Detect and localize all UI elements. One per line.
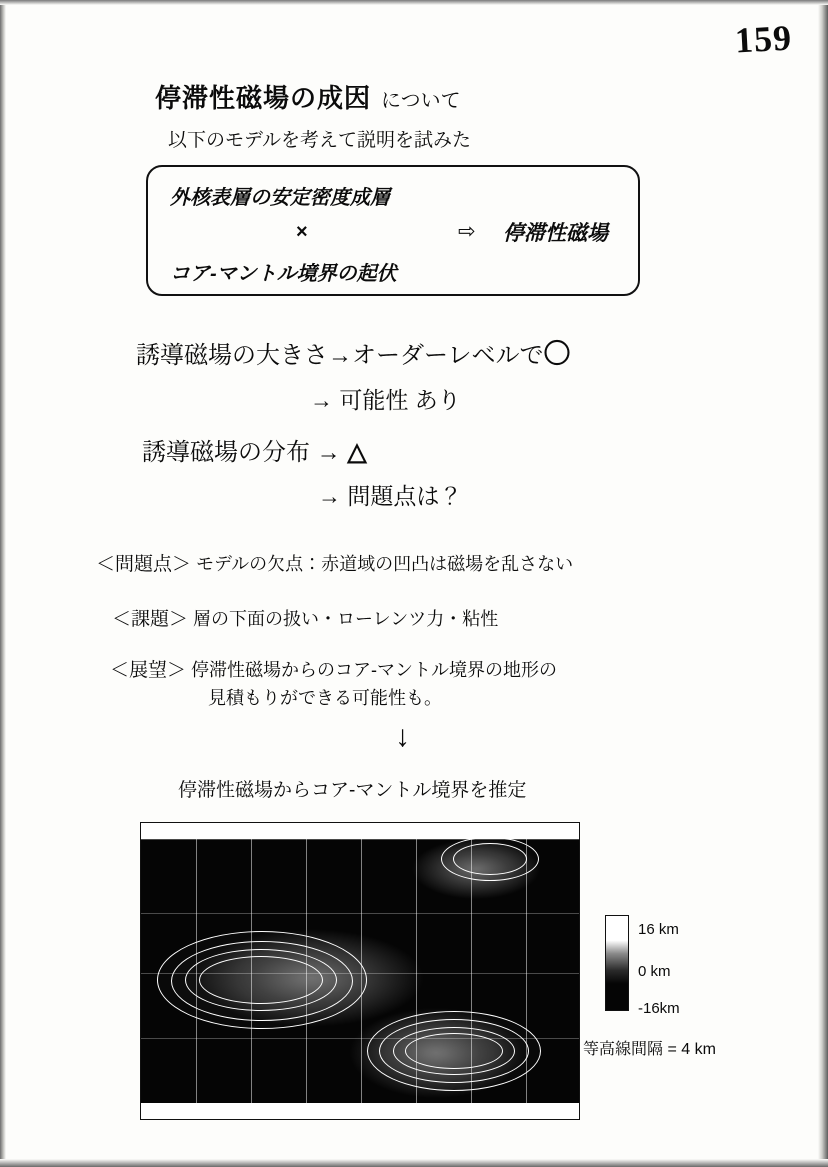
statement-distribution-question: → 問題点は？ xyxy=(318,483,463,509)
colorbar xyxy=(605,915,629,1011)
statement-distribution-text: 誘導磁場の分布 → xyxy=(142,439,348,466)
note-problems xyxy=(96,549,573,576)
note-problems-label: ＜問題点＞ xyxy=(96,554,192,575)
page-title-main: 停滞性磁場の成因 xyxy=(155,83,372,113)
note-tasks-text: 層の下面の扱い・ローレンツ力・粘性 xyxy=(193,609,499,629)
page-number: 159 xyxy=(733,17,794,61)
colorbar-caption: 等高線間隔 = 4 km xyxy=(583,1041,716,1058)
scan-edge-left xyxy=(0,0,6,1167)
down-arrow-icon: ↓ xyxy=(395,720,410,753)
model-condition-1: 外核表層の安定密度成層 xyxy=(170,187,390,209)
triangle-mark-icon-alt: △ xyxy=(347,438,367,466)
note-tasks-label: ＜課題＞ xyxy=(112,609,189,630)
map-grid xyxy=(141,823,579,1119)
circle-mark-icon: 〇 xyxy=(543,339,571,369)
statement-distribution xyxy=(142,432,367,467)
note-tasks xyxy=(112,604,498,631)
colorbar-label-min: -16km xyxy=(638,1000,680,1017)
model-result: 停滞性磁場 xyxy=(503,222,608,245)
note-outlook-line2: 見積もりができる可能性も。 xyxy=(208,688,442,708)
note-problems-text: モデルの欠点：赤道域の凹凸は磁場を乱さない xyxy=(196,554,574,574)
topography-map-figure xyxy=(140,822,580,1120)
note-outlook-text: 停滞性磁場からのコア-マントル境界の地形の xyxy=(191,660,558,680)
scan-edge-top xyxy=(0,0,828,5)
page-title xyxy=(155,78,461,115)
statement-magnitude-conclusion: → 可能性 あり xyxy=(310,387,461,413)
model-condition-2: コア-マントル境界の起伏 xyxy=(170,263,397,285)
note-outlook xyxy=(110,655,557,682)
model-box xyxy=(146,165,640,296)
statement-magnitude xyxy=(136,332,571,371)
page-subtitle: 以下のモデルを考えて説明を試みた xyxy=(168,130,472,151)
note-outlook-label: ＜展望＞ xyxy=(110,660,187,681)
page-title-suffix: について xyxy=(381,90,461,112)
scan-edge-right xyxy=(818,0,828,1167)
colorbar-label-mid: 0 km xyxy=(638,963,671,980)
model-operator: × xyxy=(296,221,308,243)
figure-caption: 停滞性磁場からコア-マントル境界を推定 xyxy=(178,780,527,801)
scan-edge-bottom xyxy=(0,1159,828,1167)
right-arrow-icon: ⇨ xyxy=(458,220,476,243)
statement-magnitude-text: 誘導磁場の大きさ→オーダーレベルで xyxy=(136,342,544,369)
colorbar-label-max: 16 km xyxy=(638,921,679,938)
